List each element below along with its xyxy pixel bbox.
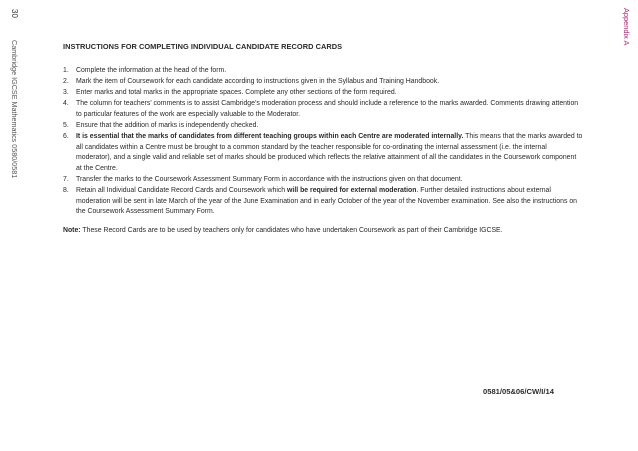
left-margin <box>0 0 20 451</box>
instruction-item <box>63 66 583 77</box>
item-number: 1. <box>63 66 69 74</box>
item-text: Complete the information at the head of the form. <box>76 66 227 74</box>
item-emphasis: It is essential that the marks of candidates from different teaching groups within each Centre are moderated internally. <box>76 133 464 141</box>
item-number: 8. <box>63 187 69 195</box>
page-title: INSTRUCTIONS FOR COMPLETING INDIVIDUAL CANDIDATE RECORD CARDS <box>63 42 343 51</box>
item-text: This means that the marks awarded to all candidates within a Centre must be brought to a common standard by the teacher responsible for co-ordinating the internal assessment (i.e. the internal moderator), and a single valid and reliable set of marks should be produced which reflects the relative attainment of all the candidates in the Coursework component at the Centre. <box>76 133 583 172</box>
item-number: 3. <box>63 88 69 96</box>
item-number: 5. <box>63 121 69 129</box>
item-text: Mark the item of Coursework for each candidate according to instructions given in the Syllabus and Training Handbook. <box>76 77 440 85</box>
item-text: Transfer the marks to the Coursework Assessment Summary Form in accordance with the instructions given on that document. <box>76 176 463 184</box>
instructions-content <box>63 42 583 237</box>
appendix-label: Appendix A <box>622 8 631 46</box>
instruction-item <box>63 132 583 174</box>
note-text: These Record Cards are to be used by teachers only for candidates who have undertaken Coursework as part of their Cambridge IGCSE. <box>80 227 503 235</box>
instruction-item <box>63 186 583 218</box>
instruction-item <box>63 88 583 99</box>
instruction-item <box>63 175 583 186</box>
page-number: 30 <box>10 9 19 18</box>
item-number: 4. <box>63 100 69 108</box>
instruction-item <box>63 77 583 88</box>
instruction-item <box>63 99 583 120</box>
item-text: Ensure that the addition of marks is independently checked. <box>76 121 259 129</box>
item-text: Enter marks and total marks in the appropriate spaces. Complete any other sections of the form required. <box>76 88 397 96</box>
item-text: . Further detailed instructions about external moderation will be sent in late March of the year of the June Examination and in early October of the year of the November examination. See also the instructions on the Coursework Assessment Summary Form. <box>76 187 577 216</box>
item-text: The column for teachers’ comments is to assist Cambridge’s moderation process and should include a reference to the marks awarded. Comments drawing attention to particular features of the work are especially valuable to the Moderator. <box>76 100 579 118</box>
instruction-list <box>63 66 583 218</box>
item-number: 7. <box>63 176 69 184</box>
item-number: 6. <box>63 133 69 141</box>
item-emphasis: will be required for external moderation <box>287 187 417 195</box>
note-label: Note: <box>63 227 81 235</box>
note <box>63 226 583 237</box>
vertical-footer: Cambridge IGCSE Mathematics 0580/0581 <box>10 40 19 179</box>
item-text-lead: Retain all Individual Candidate Record Cards and Coursework which <box>76 187 288 195</box>
document-code: 0581/05&06/CW/I/14 <box>483 387 554 396</box>
item-number: 2. <box>63 77 69 85</box>
instruction-item <box>63 121 583 132</box>
